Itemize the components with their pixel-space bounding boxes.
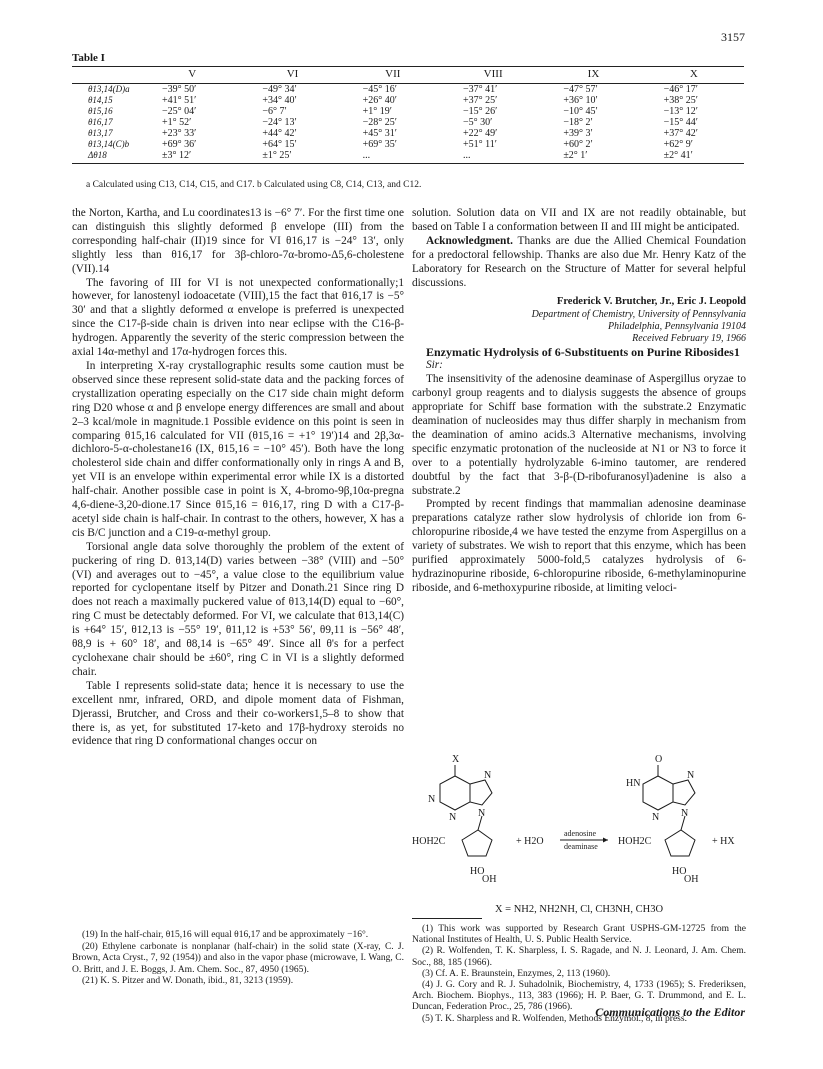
ring-nitrogen-label: N: [449, 812, 457, 823]
table-header-row: [72, 67, 744, 84]
imidazole-ring: [673, 780, 695, 805]
section-title: Enzymatic Hydrolysis of 6-Substituents on Purine Ribosides1: [426, 345, 740, 360]
hydroxymethyl-label: HOH2C: [618, 836, 652, 847]
table-cell: +44° 42′: [262, 128, 297, 139]
table-row: [72, 117, 744, 128]
table-row: [72, 95, 744, 106]
acid-product: + HX: [712, 836, 735, 847]
enzyme-name-top: adenosine: [564, 829, 596, 838]
hydroxyl-label: OH: [684, 874, 699, 885]
table-caption: Table I: [72, 52, 105, 64]
table-cell: +38° 25′: [663, 95, 698, 106]
author-affiliation: Department of Chemistry, University of Pennsylvania: [531, 309, 746, 321]
body-paragraph: the Norton, Kartha, and Lu coordinates13 is −6° 7′. For the first time one can distinguish this slightly deformed β envelope (III) from the corresponding half-chair (II)19 since for VI θ16,17 is −24° 13′, only slightly less than θ16,17 for 3β-chloro-7α-bromo-Δ5,6-cholestene (VII).14: [72, 207, 404, 275]
table-cell: −10° 45′: [563, 106, 598, 117]
reaction-arrow-head: [603, 838, 608, 843]
table-row: [72, 106, 744, 117]
table-cell: −15° 44′: [663, 117, 698, 128]
reference-item: (21) K. S. Pitzer and W. Donath, ibid., 81, 3213 (1959).: [82, 976, 294, 986]
hydroxymethyl-label: HOH2C: [412, 836, 446, 847]
acknowledgment-text: Thanks are due the Allied Chemical Foundation for a predoctoral fellowship. Thanks are also due Mr. Henry Katz of the Laboratory for Research on the Structure of Matter for several helpful discussions.: [412, 234, 746, 289]
ring-nh-label: HN: [626, 778, 641, 789]
table-row-label: θ13,14(C)b: [88, 139, 130, 149]
table-row: [72, 84, 744, 96]
hydroxyl-label: HO: [672, 866, 687, 877]
ring-nitrogen-label: N: [652, 812, 660, 823]
enzyme-name-bottom: deaminase: [564, 842, 598, 851]
ring-nitrogen-label: N: [478, 808, 486, 819]
reaction-scheme: [412, 752, 746, 915]
torsion-angle-table: [72, 66, 744, 164]
table-header-cell: VII: [343, 67, 443, 84]
left-column: [72, 207, 404, 749]
table-row-label: θ13,14(D)a: [88, 84, 130, 94]
table-cell: +41° 51′: [162, 95, 197, 106]
table-cell: +39° 3′: [563, 128, 593, 139]
table-cell: +37° 25′: [462, 95, 498, 106]
hydroxyl-label: OH: [482, 874, 497, 885]
table-cell: +22° 49′: [462, 128, 498, 139]
table-cell: +51° 11′: [462, 139, 497, 150]
table-cell: −13° 12′: [663, 106, 698, 117]
reference-item: (3) Cf. A. E. Braunstein, Enzymes, 2, 113 (1960).: [422, 968, 611, 979]
table-header-cell: VIII: [443, 67, 543, 84]
body-paragraph: The favoring of III for VI is not unexpected conformationally;1 however, for lanostenyl iodoacetate (VIII),15 the fact that θ16,17 is −5° 30′ and that a slightly deformed α envelope is preferred is unexpected since the C17-β-side chain is driven into near eclipse with the C16-β-hydrogen. Apparently the severity of the steric compression between the axial 14α-methyl and 17α-hydrogen forces this.: [72, 276, 404, 359]
table-cell: −47° 57′: [563, 84, 598, 95]
table-cell: +69° 35′: [362, 139, 397, 150]
pyrimidine-ring: [440, 776, 470, 810]
table-cell: −46° 17′: [663, 84, 698, 95]
table-header-cell: VI: [242, 67, 342, 84]
salutation: Sir:: [426, 359, 443, 372]
table-row: [72, 150, 744, 164]
pyrimidine-ring: [643, 776, 673, 810]
table-cell: −18° 2′: [563, 117, 593, 128]
table-cell: +26° 40′: [362, 95, 397, 106]
footnote-divider: [412, 918, 482, 919]
body-paragraph: In interpreting X-ray crystallographic results some caution must be observed since these represent solid-state data and the packing forces of crystallization operating especially on the C17 side chain might deform ring D20 whose α and β envelope energy differences are small and about 2–3 kcal/mole in magnitude.1 Possible evidence on this point is seen in comparing θ15,16 calculated for VII (θ15,16 = +1° 19′)14 and 2β,3α-dichloro-5-α-cholestane16 (IX, θ15,16 = −10° 45′). Both have the long cholesterol side chain and differ conformationally only in rings A and B, yet VII is an envelope within experimental error while IX is a distorted half-chair. Another possible case in point is X, 4-bromo-9β,10α-pregna 4,6-diene-3,20-dione.17 Since θ15,16 = θ16,17, ring D with a C17-β-acetyl side chain is half-chair. In contrast to the others, however, X has a cis B/C junction and a C19-α-methyl group.: [72, 359, 404, 539]
body-paragraph: The insensitivity of the adenosine deaminase of Aspergillus oryzae to carbonyl group reagents and to dialysis suggests the absence of groups appropriate for Schiff base formation with the substrate.2 Enzymatic deamination of nucleosides may thus differ sharply in mechanism from the deamination of amino acids.3 Alternative mechanisms, involving specific enzymatic protonation of the nucleoside at N1 or N3 to force it over to a potentially hydrolyzable 6-imino tautomer, are rendered doubtful by the fact that 3-β-(D-ribofuranosyl)adenine is also a substrate.2: [412, 373, 746, 497]
table-cell: +37° 42′: [663, 128, 698, 139]
table-cell: −39° 50′: [162, 84, 197, 95]
table-cell: −6° 7′: [262, 106, 287, 117]
table-cell: −15° 26′: [462, 106, 498, 117]
table-cell: +23° 33′: [162, 128, 197, 139]
page-number: 3157: [721, 30, 745, 44]
table-row-label: θ13,17: [88, 128, 113, 138]
table-cell: −24° 13′: [262, 117, 297, 128]
table-row-label: Δθ18: [72, 150, 142, 164]
table-cell: ±1° 25′: [242, 150, 342, 164]
reference-item: (5) T. K. Sharpless and R. Wolfenden, Methods Enzymol., 8, in press.: [422, 1013, 687, 1024]
body-paragraph: solution. Solution data on VII and IX are not readily obtainable, but based on Table I a conformation between II and III might be anticipated.: [412, 207, 746, 233]
table-cell: ±3° 12′: [142, 150, 242, 164]
table-row: [72, 128, 744, 139]
table-cell: ...: [443, 150, 543, 164]
table-cell: +1° 52′: [162, 117, 192, 128]
ring-nitrogen-label: N: [428, 794, 436, 805]
author-names: Frederick V. Brutcher, Jr., Eric J. Leopold: [556, 296, 746, 308]
ribose-ring: [665, 830, 695, 856]
table-cell: +1° 19′: [362, 106, 392, 117]
table-cell: +64° 15′: [262, 139, 297, 150]
table-cell: ±2° 41′: [644, 150, 744, 164]
substituent-x-label: X: [452, 754, 460, 765]
table-header-cell: X: [644, 67, 744, 84]
ring-nitrogen-label: N: [687, 770, 695, 781]
reference-item: (19) In the half-chair, θ15,16 will equal θ16,17 and be approximately −16°.: [82, 930, 369, 940]
ring-nitrogen-label: N: [681, 808, 689, 819]
water-reagent: + H2O: [516, 836, 544, 847]
table-row-label: θ16,17: [88, 117, 113, 127]
table-cell: +34° 40′: [262, 95, 297, 106]
table-cell: +60° 2′: [563, 139, 593, 150]
ring-nitrogen-label: N: [484, 770, 492, 781]
table-cell: +62° 9′: [663, 139, 693, 150]
journal-section-footer: Communications to the Editor: [595, 1005, 745, 1019]
left-references: [72, 930, 404, 988]
table-cell: −25° 04′: [162, 106, 197, 117]
ribose-ring: [462, 830, 492, 856]
reference-item: (20) Ethylene carbonate is nonplanar (half-chair) in the solid state (X-ray, C. J. Brown, Acta Cryst., 7, 92 (1954)) and also in the vapor phase (microwave, I. Wang, C. O. Britt, and J. E. Boggs, J. Am. Chem. Soc., 87, 4950 (1965).: [72, 941, 404, 975]
carbonyl-oxygen-label: O: [655, 754, 663, 765]
table-footnote: a Calculated using C13, C14, C15, and C17. b Calculated using C8, C14, C13, and C12.: [86, 180, 422, 190]
body-paragraph: Torsional angle data solve thoroughly the problem of the extent of puckering of ring D. θ13,14(D) varies between −38° (VIII) and −50° (VI) and averages out to −45°, a value close to the equilibrium value reported for cyclopentane itself by Pitzer and Donath.21 Since ring D does not reach a maximally puckered value of θ13,14(D) equal to −60°, ring C must be detectably deformed. For VI, we calculate that θ13,14(C) is +64° 15′, θ12,13 is −55° 19′, θ11,12 is +53° 56′, θ9,11 is −56° 48′, θ8,9 is + 60° 18′, and θ8,14 is −65° 49′. Since all θ's for a perfect cyclohexane chair should be ±60°, ring C in VI is a slightly deformed chair.: [72, 540, 404, 678]
author-location: Philadelphia, Pennsylvania 19104: [607, 321, 746, 333]
table-header-cell: V: [142, 67, 242, 84]
table-cell: −5° 30′: [462, 117, 493, 128]
table-row-label: θ14,15: [88, 95, 113, 105]
table-header-cell: IX: [543, 67, 643, 84]
imidazole-ring: [470, 780, 492, 805]
acknowledgment-heading: Acknowledgment.: [426, 234, 513, 247]
table-cell: −37° 41′: [462, 84, 498, 95]
table-cell: −49° 34′: [262, 84, 297, 95]
table-row: [72, 139, 744, 150]
body-paragraph: Table I represents solid-state data; hence it is necessary to use the excellent nmr, infrared, ORD, and dipole moment data of Fishman, Djerassi, Brutcher, and Cross and their co-workers1,5–8 to show that there is, as yet, for substituted 17-keto and 17β-hydroxy steroids no evidence that ring D conformational changes occur on: [72, 679, 404, 748]
hydroxyl-label: HO: [470, 866, 485, 877]
table-cell: ±2° 1′: [543, 150, 643, 164]
table-cell: +45° 31′: [362, 128, 397, 139]
reference-item: (4) J. G. Cory and R. J. Suhadolnik, Biochemistry, 4, 1733 (1965); S. Frederiksen, Arch. Biochem. Biophys., 113, 383 (1966); H. P. Baer, G. T. Drummond, and E. L. Duncan, Federation Proc., 25, 786 (1966).: [412, 980, 746, 1013]
reference-item: (1) This work was supported by Research Grant USPHS-GM-12725 from the National Institutes of Health, U. S. Public Health Service.: [412, 924, 746, 946]
table-cell: −45° 16′: [362, 84, 397, 95]
table-cell: ...: [343, 150, 443, 164]
body-paragraph: Prompted by recent findings that mammalian adenosine deaminase preparations catalyze rather slow hydrolysis of chloride ion from 6-chloropurine riboside,4 we have tested the enzyme from Aspergillus on a variety of substrates. We wish to report that this enzyme, which has been purified approximately 5000-fold,5 catalyzes hydrolysis of 6-hydrazinopurine riboside, 6-chloropurine riboside, 6-methylaminopurine riboside, and 6-methoxypurine riboside, at limiting veloci-: [412, 498, 746, 594]
table-header-cell: [72, 67, 142, 84]
reaction-scheme-drawing: [412, 752, 746, 892]
reference-item: (2) R. Wolfenden, T. K. Sharpless, I. S. Ragade, and N. J. Leonard, J. Am. Chem. Soc., 88, 185 (1966).: [412, 946, 746, 968]
table-cell: +36° 10′: [563, 95, 598, 106]
table-cell: +69° 36′: [162, 139, 197, 150]
scheme-caption: X = NH2, NH2NH, Cl, CH3NH, CH3O: [494, 904, 664, 915]
table-cell: −28° 25′: [362, 117, 397, 128]
right-column: [412, 207, 746, 596]
received-date: Received February 19, 1966: [632, 333, 746, 345]
table-row-label: θ15,16: [88, 106, 113, 116]
acknowledgment-paragraph: [412, 235, 746, 291]
